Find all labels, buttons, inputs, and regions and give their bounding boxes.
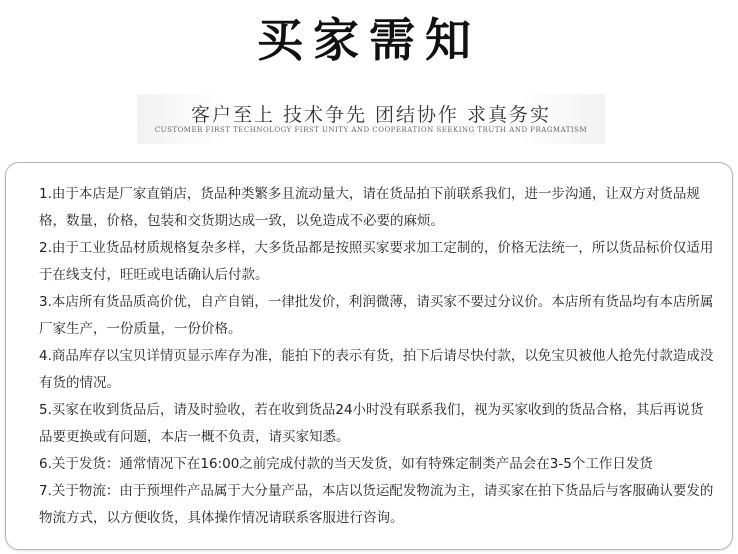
slogan-banner: [137, 94, 605, 144]
notice-item-3: 3.本店所有货品质高价优，自产自销，一律批发价，利润微薄，请买家不要过分议价。本店所有货品均有本店所属厂家生产，一份质量，一份价格。: [39, 294, 714, 337]
notice-item-7: 7.关于物流：由于预埋件产品属于大分量产品，本店以货运配发物流为主，请买家在拍下货品后与客服确认要发的物流方式，以方便收货，具体操作情况请联系客服进行咨询。: [39, 483, 714, 526]
notice-item-2: 2.由于工业货品材质规格复杂多样，大多货品都是按照买家要求加工定制的，价格无法统一，所以货品标价仅适用于在线支付，旺旺或电话确认后付款。: [39, 240, 714, 283]
notice-item-1: 1.由于本店是厂家直销店，货品种类繁多且流动量大，请在货品拍下前联系我们，进一步沟通，让双方对货品规格，数量，价格，包装和交货期达成一致，以免造成不必要的麻烦。: [39, 186, 700, 229]
slogan-english: CUSTOMER FIRST TECHNOLOGY FIRST UNITY AND COOPERATION SEEKING TRUTH AND PRAGMATISM: [154, 126, 588, 134]
notice-list: [39, 181, 717, 532]
notice-item-6: 6.关于发货：通常情况下在16:00之前完成付款的当天发货，如有特殊定制类产品会在3-5个工作日发货: [39, 456, 653, 472]
slogan-chinese: 客户至上 技术争先 团结协作 求真务实: [190, 104, 552, 126]
notice-panel: [5, 162, 733, 550]
notice-item-4: 4.商品库存以宝贝详情页显示库存为准，能拍下的表示有货，拍下后请尽快付款，以免宝贝被他人抢先付款造成没有货的情况。: [39, 348, 714, 391]
notice-item-5: 5.买家在收到货品后，请及时验收，若在收到货品24小时没有联系我们，视为买家收到的货品合格，其后再说货品要更换或有问题，本店一概不负责，请买家知悉。: [39, 402, 704, 445]
page-title: 买家需知: [257, 13, 481, 67]
